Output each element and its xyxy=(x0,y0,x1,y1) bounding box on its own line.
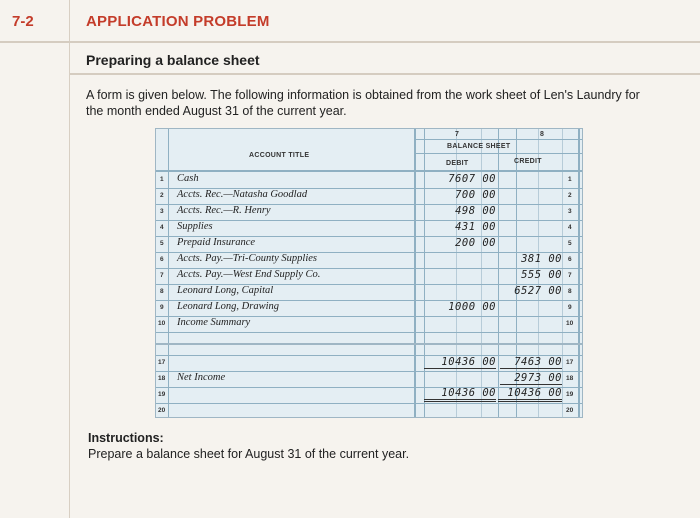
account-capital: Leonard Long, Capital xyxy=(177,285,274,296)
credit-header: CREDIT xyxy=(514,158,542,165)
debit-header: DEBIT xyxy=(446,160,469,167)
row-number: 5 xyxy=(568,240,572,247)
account-accts-pay-west-end: Accts. Pay.—West End Supply Co. xyxy=(177,269,321,280)
row-number: 4 xyxy=(160,224,164,231)
account-accts-pay-tri-county: Accts. Pay.—Tri-County Supplies xyxy=(177,253,317,264)
instructions-heading: Instructions: xyxy=(88,431,164,445)
row-number: 2 xyxy=(568,192,572,199)
row-number: 4 xyxy=(568,224,572,231)
balance-sheet-form xyxy=(155,128,583,418)
row-number: 20 xyxy=(158,407,166,414)
balance-sheet-header: BALANCE SHEET xyxy=(447,143,511,150)
instructions-text: Prepare a balance sheet for August 31 of the current year. xyxy=(88,447,410,461)
account-drawing: Leonard Long, Drawing xyxy=(177,301,280,312)
account-supplies: Supplies xyxy=(177,221,213,232)
debit-subtotal: 10436 00 xyxy=(424,356,496,369)
debit-drawing: 1000 00 xyxy=(448,301,496,313)
account-prepaid-insurance: Prepaid Insurance xyxy=(177,237,256,248)
credit-accts-pay-tri-county: 381 00 xyxy=(521,253,562,265)
section-title: Preparing a balance sheet xyxy=(86,52,260,68)
account-accts-rec-goodlad: Accts. Rec.—Natasha Goodlad xyxy=(177,189,308,200)
row-number: 19 xyxy=(566,391,574,398)
debit-accts-rec-goodlad: 700 00 xyxy=(455,189,496,201)
row-number: 19 xyxy=(158,391,166,398)
row-number: 8 xyxy=(568,288,572,295)
row-number: 10 xyxy=(158,320,166,327)
debit-accts-rec-henry: 498 00 xyxy=(455,205,496,217)
row-number: 1 xyxy=(568,176,572,183)
row-number: 2 xyxy=(160,192,164,199)
account-cash: Cash xyxy=(177,173,199,184)
row-number: 3 xyxy=(160,208,164,215)
credit-net-income: 2973 00 xyxy=(500,372,562,385)
credit-accts-pay-west-end: 555 00 xyxy=(521,269,562,281)
divider xyxy=(0,41,700,43)
intro-text: A form is given below. The following information is obtained from the work sheet of Len's Laundry for the month ended August 31 of the current year. xyxy=(86,88,640,118)
column-number-7: 7 xyxy=(455,131,460,138)
row-number: 17 xyxy=(566,359,574,366)
divider xyxy=(70,73,700,75)
row-number: 3 xyxy=(568,208,572,215)
row-number: 8 xyxy=(160,288,164,295)
row-number: 18 xyxy=(566,375,574,382)
row-number: 9 xyxy=(568,304,572,311)
account-income-summary: Income Summary xyxy=(177,317,251,328)
credit-capital: 6527 00 xyxy=(514,285,562,297)
row-number: 5 xyxy=(160,240,164,247)
debit-cash: 7607 00 xyxy=(448,173,496,185)
credit-subtotal: 7463 00 xyxy=(500,356,562,369)
page-title: APPLICATION PROBLEM xyxy=(86,13,270,30)
debit-total: 10436 00 xyxy=(424,387,496,402)
row-number: 1 xyxy=(160,176,164,183)
debit-prepaid-insurance: 200 00 xyxy=(455,237,496,249)
row-number: 18 xyxy=(158,375,166,382)
row-number: 10 xyxy=(566,320,574,327)
row-number: 20 xyxy=(566,407,574,414)
account-accts-rec-henry: Accts. Rec.—R. Henry xyxy=(177,205,271,216)
row-number: 17 xyxy=(158,359,166,366)
credit-total: 10436 00 xyxy=(498,387,562,402)
row-number: 6 xyxy=(568,256,572,263)
column-number-8: 8 xyxy=(540,131,545,138)
account-net-income: Net Income xyxy=(177,372,226,383)
row-number: 7 xyxy=(568,272,572,279)
margin-column xyxy=(0,0,70,518)
row-number: 7 xyxy=(160,272,164,279)
row-number: 6 xyxy=(160,256,164,263)
row-number: 9 xyxy=(160,304,164,311)
chapter-number: 7-2 xyxy=(12,13,34,30)
account-title-header: ACCOUNT TITLE xyxy=(249,152,310,159)
debit-supplies: 431 00 xyxy=(455,221,496,233)
